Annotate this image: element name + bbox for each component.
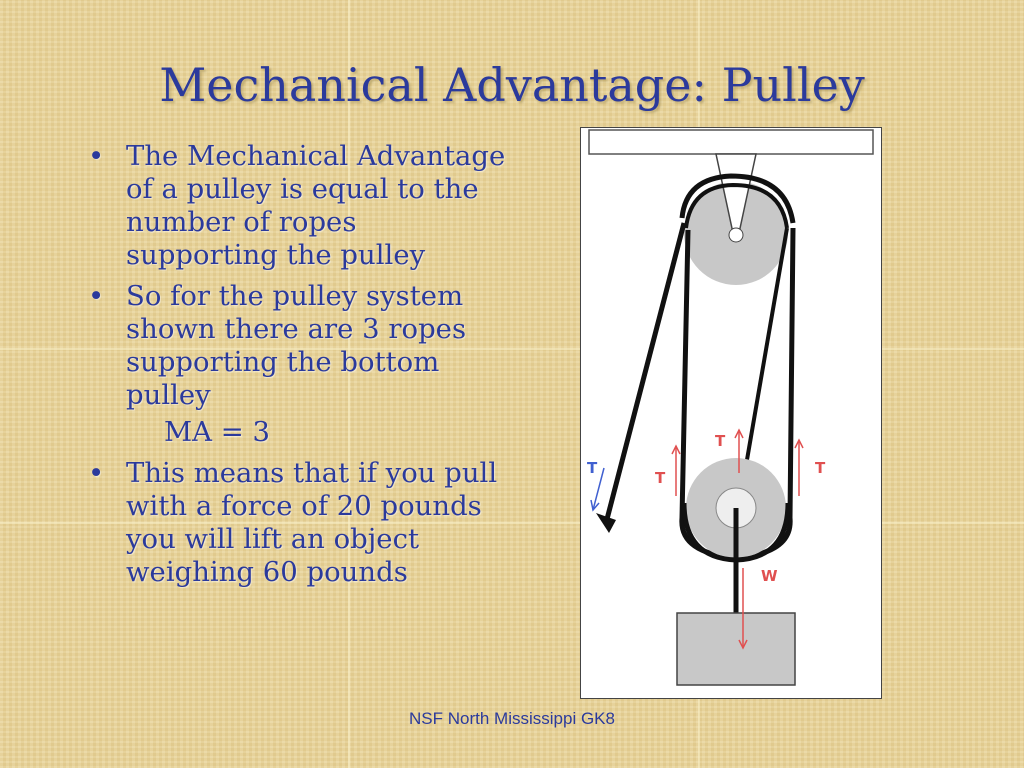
label-t-right: T xyxy=(815,459,826,477)
pull-rope xyxy=(606,223,684,523)
label-t-middle: T xyxy=(715,432,726,450)
ceiling-bar xyxy=(589,130,873,154)
label-t-pull: T xyxy=(587,459,598,477)
top-pulley-axle xyxy=(729,228,743,242)
weight-block xyxy=(677,613,795,685)
label-t-left: T xyxy=(655,469,666,487)
bullet-item: • The Mechanical Advantage of a pulley is equal to the number of ropes supporting the pulley xyxy=(86,140,506,272)
footer-credit: NSF North Mississippi GK8 xyxy=(409,709,615,728)
label-w-weight: W xyxy=(761,567,778,585)
bullet-item: • This means that if you pull with a force of 20 pounds you will lift an object weighing 60 pounds xyxy=(86,457,506,589)
slide-title: Mechanical Advantage: Pulley xyxy=(159,58,865,112)
pulley-diagram-svg xyxy=(581,128,881,698)
pulley-diagram xyxy=(580,127,882,699)
ma-equation: MA = 3 xyxy=(164,416,271,448)
bullet-item: • So for the pulley system shown there are 3 ropes supporting the bottom pulley xyxy=(86,280,506,412)
bullet-list xyxy=(86,140,506,597)
